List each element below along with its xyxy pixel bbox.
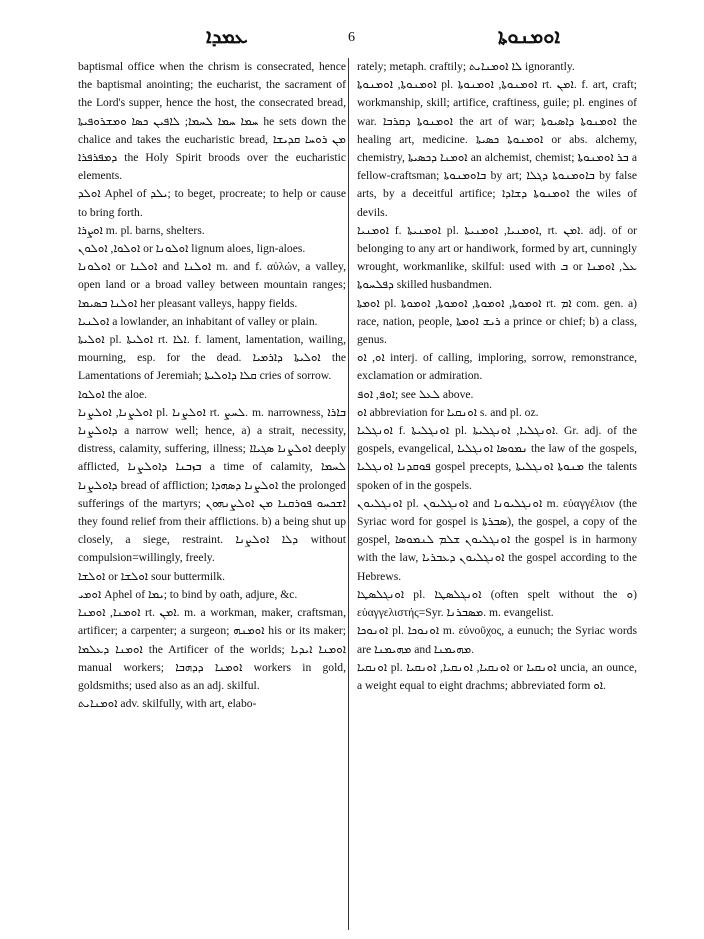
dictionary-entry: ܐܘܠܘܢܐ or ܐܘܠܢܐ and ܐܘܠܢܐ m. and f. αὐλών, a valley, open land or a broad valley between mountain ranges; ܐܘܠܢܐ ܒܣܝܡܐ her pleasant valleys, happy fields.	[78, 260, 346, 310]
dictionary-entry: ܐܘܢܓܠܝܐ f. ܐܘܢܓܠܝܬܐ pl. ܐܘܢܓܠܝܐ, ܐܘܢܓܠܝܬܐ. Gr. adj. of the gospels, evangelical, ܢܡܘܣܐ ܐܘܢܓܠܝܐ the law of the gospels, ܦܘܩܕܢܐ ܐܘܢܓܠܝܐ gospel precepts, ܡܢܘܬܐ ܐܘܢܓܠܝܬܐ the talents spoken of in the gospels.	[357, 424, 637, 492]
dictionary-entry: ܐܘܡܢܐܝܬ adv. skilfully, with art, elabo-	[78, 697, 257, 711]
dictionary-entry: ܐܘܢܓܠܣܛܐ pl. ܐܘܢܓܠܣܛܐ (often spelt without the ܘ) εὐαγγελιστής=Syr. ܡܣܒܪܢܐ. m. evangelist.	[357, 587, 637, 620]
dictionary-entry: ܐܘܠܘܐ the aloe.	[78, 387, 147, 401]
dictionary-entry: ܐܘܡܢܐ, ܐܘܡܢܐ rt. ܐܡܢ. m. a workman, maker, craftsman, artificer; a carpenter; a surgeon; ܐܘܡܢܗ his or its maker; ܐܘܡܢܐ ܕܥܠܡܐ the Artificer of the worlds; ܐܘܡܢܐ ܐܝܕܝܐ manual workers; ܐܘܡܢܐ ܕܕܗܒܐ workers in gold, goldsmiths; used also as an adj. skilful.	[78, 606, 346, 692]
dictionary-entry: ܐܘܠܫܐ or ܐܘܠܫܐ sour buttermilk.	[78, 569, 226, 583]
dictionary-entry: ܐܘܠܝܬܐ pl. ܐܘܠܝܬܐ rt. ܐܠܐ. f. lament, lamentation, wailing, mourning, esp. for the dead. ܐܘܠܝܬܐ ܕܐܪܡܝܐ the Lamentations of Jeremiah; ܩܠܐ ܕܐܘܠܝܬܐ cries of sorrow.	[78, 333, 346, 383]
dictionary-entry: rately; metaph. craftily; ܠܐ ܐܘܡܢܐܝܬ ignorantly.	[357, 60, 575, 73]
dictionary-entry: ܐܘܠܘܐ, ܐܘܠܘܢ or ܐܘܠܘܢܐ lignum aloes, lign-aloes.	[78, 242, 306, 256]
dictionary-entry: ܐܘܡܝ Aphel of ܝܡܐ; to bind by oath, adjure, &c.	[78, 587, 298, 601]
dictionary-entry: ܐܘܡܢܝܐ f. ܐܘܡܢܝܬܐ pl. ܐܘܡܢܝܐ, ܐܘܡܢܝܬܐ, rt. ܐܡܢ. adj. of or belonging to any art or handiwork, formed by art, cunningly wrought, workmanlike, skilful: used with ܒ or ܥܠ, ܐܘܡܢܐ ܕܦܠܚܘܬܐ skilled husbandmen.	[357, 223, 637, 292]
header-left-word: ܥܡܕܐ	[206, 26, 248, 48]
right-column	[357, 58, 637, 930]
dictionary-entry: ܐܘ, ܐܘ interj. of calling, imploring, sorrow, remonstrance, exclamation or admiration.	[357, 351, 637, 383]
dictionary-entry: ܐܘܠܢܝܐ a lowlander, an inhabitant of valley or plain.	[78, 314, 318, 328]
dictionary-entry: ܐܘܠܨܢܐ, ܐܘܠܨܢܐ pl. ܐܘܠܨܢܐ rt. ܠܚܨ. m. narrowness, ܒܐܪܐ ܕܐܘܠܨܢܐ a narrow well; hence, a) a strait, necessity, distress, calamity, suffering, illness; ܐܘܠܨܢܐ ܣܓܝܐܐ deeply afflicted, ܒܙܒܢܐ ܕܐܘܠܨܢܐ a time of calamity, ܠܚܡܐ ܕܐܘܠܨܢܐ bread of affliction; ܐܘܠܨܢܐ ܕܣܗܕܐ the prolonged sufferings of the martyrs; ܐܫܟܚܘ ܦܘܪܩܢܐ ܡܢ ܐܘܠܨܢܗܘܢ they found relief from their afflictions. b) a being shut up closely, a siege, restraint. ܕܠܐ ܐܘܠܨܢܐ without compulsion=willingly, freely.	[78, 405, 346, 565]
dictionary-entry: ܐܘܦ, ܐܘܦ; see ܠܥܠ above.	[357, 387, 474, 401]
dictionary-entry: ܐܘܡܬܐ pl. ܐܘܡܘܬܐ, ܐܘܡܘܬܐ, ܐܘܡܘܬܐ, ܐܘܡܘܬܐ rt. ܐܡ com. gen. a) race, nation, people, ܪܝܫ ܐܘܡܬܐ a prince or chief; b) a class, genus.	[357, 296, 637, 347]
column-divider	[348, 58, 349, 930]
dictionary-entry: baptismal office when the chrism is consecrated, hence the baptismal anointing; the eucharist, the sacrament of the Lord's supper, hence the host, the consecrated bread, ܚܡܐ ܚܡܐ ܠܚܡܐ; ܠܐܦܝܢ ܟܣܐ ܘܡܫܪܘܦܝܬܐ he sets down the chalice and takes the eucharistic bread, ܡܢ ܪܘܚܐ ܩܕܝܫܐ ܕܡܦܪܦܪܐ the Holy Spirit broods over the eucharistic elements.	[78, 60, 346, 183]
dictionary-entry: ܐܘܡܢܘܬܐ, ܐܘܡܢܘܬܐ pl. ܐܘܡܢܘܬܐ, ܐܘܡܢܘܬܐ rt. ܐܡܢ. f. art, craft; workmanship, skill; artifice, craftiness, guile; pl. engines of war. ܐܘܡܢܘܬܐ ܕܩܪܒܐ the art of war; ܐܘܡܢܘܬܐ ܕܐܣܝܘܬܐ the healing art, medicine. ܐܘܡܢܘܬܐ ܟܣܝܬܐ or abs. alchemy, chemistry, ܐܘܡܢܐ ܕܟܣܝܬܐ an alchemist, chemist; ܒܪ ܐܘܡܢܘܬܐ a fellow-craftsman; ܒܐܘܡܢܘܬܐ by art; ܒܐܘܡܢܘܬܐ ܕܓܠܐ by false arts, by a deceitful artifice; ܐܘܡܢܘܬܐ ܕܫܐܕܐ the wiles of devils.	[357, 78, 637, 219]
page-header	[78, 26, 638, 50]
dictionary-entry: ܐܘܢܘܟܐ pl. ܐܘܢܘܟܐ m. εὐνοῦχος, a eunuch; the Syriac words are ܡܗܝܡܢܐ and ܡܗܝܡܢܐ.	[357, 624, 637, 656]
dictionary-entry: ܐܘ abbreviation for ܐܘܢܩܝܐ s. and pl. oz.	[357, 405, 539, 419]
header-right-word: ܐܘܡܢܘܬܐ	[497, 26, 560, 48]
dictionary-entry: ܐܘܨܪܐ m. pl. barns, shelters.	[78, 223, 205, 237]
left-column	[78, 58, 346, 930]
page-number: 6	[348, 30, 355, 45]
dictionary-entry: ܐܘܢܓܠܝܘܢ pl. ܐܘܢܓܠܝܘܢ and ܐܘܢܓܠܝܘܢܐ m. εὐαγγέλιον (the Syriac word for gospel is ܣܒܪܬܐ), the gospel, a copy of the gospel, ܐܘܢܓܠܝܘܢ ܫܠܡ ܠܢܡܘܣܐ the gospel is in harmony with the law, ܐܘܢܓܠܝܘܢ ܕܥܒܪܝܐ the gospel according to the Hebrews.	[357, 496, 637, 583]
dictionary-entry: ܐܘܠܕ Aphel of ܝܠܕ; to beget, procreate; to help or cause to bring forth.	[78, 187, 346, 219]
dictionary-entry: ܐܘܢܩܝܐ pl. ܐܘܢܩܝܐ, ܐܘܢܩܝܐ, ܐܘܢܩܝܐ or ܐܘܢܩܝܐ uncia, an ounce, a weight equal to eight drachms; abbreviated form ܐܘ.	[357, 660, 637, 692]
